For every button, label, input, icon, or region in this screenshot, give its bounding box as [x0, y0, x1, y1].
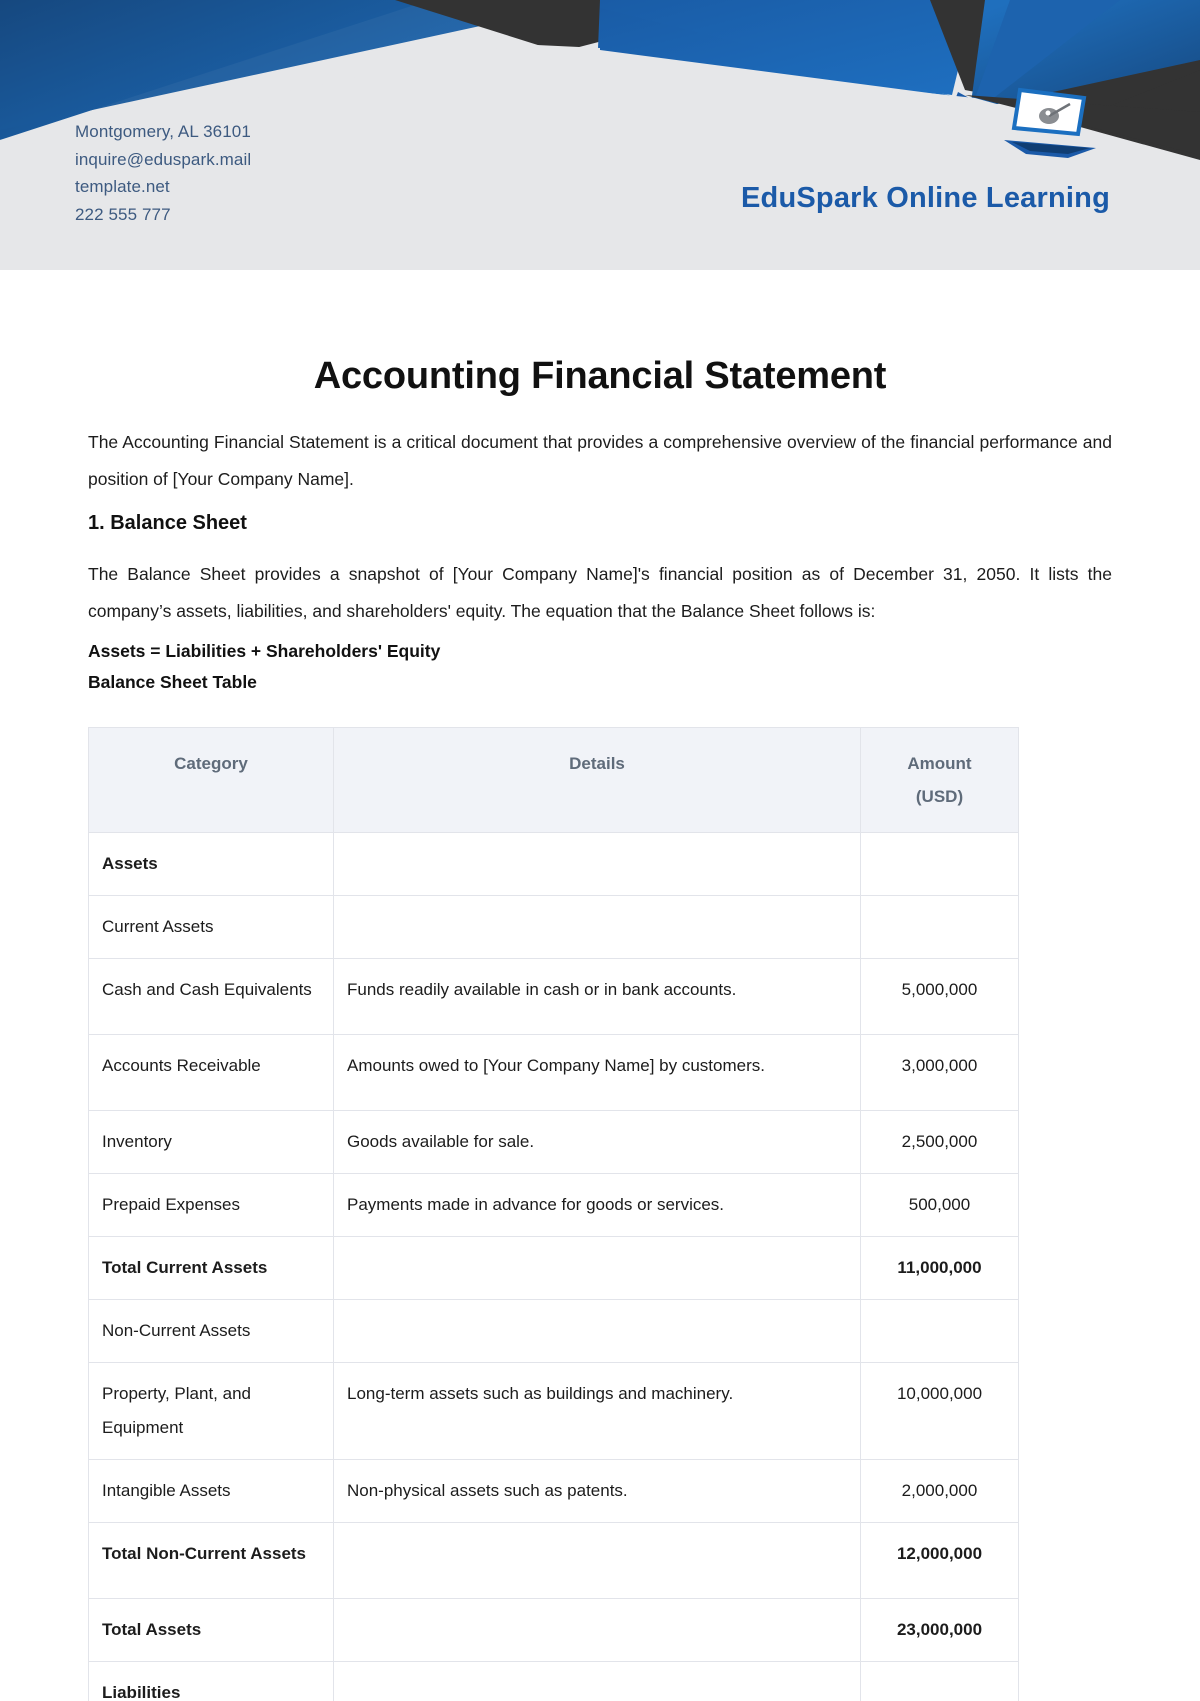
balance-sheet-table [88, 727, 1019, 1701]
cell-details: Goods available for sale. [334, 1111, 861, 1174]
cell-amount: 500,000 [861, 1174, 1019, 1237]
cell-category: Prepaid Expenses [89, 1174, 334, 1237]
table-row [89, 1174, 1019, 1237]
cell-details [334, 1599, 861, 1662]
table-row [89, 959, 1019, 1035]
cell-details [334, 1662, 861, 1701]
cell-category: Assets [89, 833, 334, 896]
column-header-category: Category [89, 728, 334, 833]
table-body [89, 833, 1019, 1701]
cell-details: Long-term assets such as buildings and machinery. [334, 1363, 861, 1460]
cell-amount [861, 896, 1019, 959]
cell-amount: 2,000,000 [861, 1460, 1019, 1523]
section-heading-balance-sheet: 1. Balance Sheet [88, 512, 247, 534]
column-header-details: Details [334, 728, 861, 833]
table-caption: Balance Sheet Table [88, 672, 257, 692]
cell-category: Inventory [89, 1111, 334, 1174]
cell-amount [861, 833, 1019, 896]
cell-amount [861, 1662, 1019, 1701]
cell-details [334, 896, 861, 959]
table-row [89, 1300, 1019, 1363]
table-row [89, 1599, 1019, 1662]
column-header-amount-line1: Amount [907, 754, 972, 773]
contact-info [75, 118, 251, 228]
table-row [89, 896, 1019, 959]
cell-category: Current Assets [89, 896, 334, 959]
table-header-row [89, 728, 1019, 833]
cell-amount: 11,000,000 [861, 1237, 1019, 1300]
cell-category: Accounts Receivable [89, 1035, 334, 1111]
cell-details: Amounts owed to [Your Company Name] by customers. [334, 1035, 861, 1111]
cell-category: Total Non-Current Assets [89, 1523, 334, 1599]
table-row [89, 1111, 1019, 1174]
cell-details: Payments made in advance for goods or services. [334, 1174, 861, 1237]
column-header-amount [861, 728, 1019, 833]
cell-category: Total Current Assets [89, 1237, 334, 1300]
table-header [89, 728, 1019, 833]
table-row [89, 1460, 1019, 1523]
table-row [89, 1035, 1019, 1111]
cell-details: Funds readily available in cash or in bank accounts. [334, 959, 861, 1035]
cell-details [334, 1300, 861, 1363]
brand-name: EduSpark Online Learning [741, 182, 1110, 214]
cell-amount: 3,000,000 [861, 1035, 1019, 1111]
contact-address: Montgomery, AL 36101 [75, 122, 251, 141]
cell-details [334, 1523, 861, 1599]
cell-amount: 12,000,000 [861, 1523, 1019, 1599]
cell-details [334, 1237, 861, 1300]
cell-category: Intangible Assets [89, 1460, 334, 1523]
page-title: Accounting Financial Statement [313, 355, 887, 397]
cell-amount [861, 1300, 1019, 1363]
laptop-with-mouse-icon [992, 86, 1112, 158]
table-row [89, 1237, 1019, 1300]
cell-category: Cash and Cash Equivalents [89, 959, 334, 1035]
cell-category: Liabilities [89, 1662, 334, 1701]
cell-details [334, 833, 861, 896]
contact-phone: 222 555 777 [75, 204, 171, 224]
column-header-amount-line2: (USD) [915, 787, 964, 806]
table-row [89, 1523, 1019, 1599]
cell-amount: 23,000,000 [861, 1599, 1019, 1662]
contact-website: template.net [75, 177, 170, 196]
intro-paragraph: The Accounting Financial Statement is a critical document that provides a comprehensive overview of the financial performance and position of [Your Company Name]. [88, 432, 1112, 489]
cell-category: Total Assets [89, 1599, 334, 1662]
cell-amount: 2,500,000 [861, 1111, 1019, 1174]
cell-amount: 5,000,000 [861, 959, 1019, 1035]
document-body [0, 355, 1200, 1701]
table-row [89, 1662, 1019, 1701]
balance-sheet-equation: Assets = Liabilities + Shareholders' Equity [88, 641, 441, 661]
page-header-banner [0, 0, 1200, 270]
cell-details: Non-physical assets such as patents. [334, 1460, 861, 1523]
balance-sheet-paragraph: The Balance Sheet provides a snapshot of [Your Company Name]'s financial position as of December 31, 2050. It lists the company’s assets, liabilities, and shareholders' equity. The equation that the Balance Sheet follows is: [88, 564, 1112, 621]
contact-email: inquire@eduspark.mail [75, 149, 252, 169]
cell-category: Property, Plant, and Equipment [89, 1363, 334, 1460]
cell-amount: 10,000,000 [861, 1363, 1019, 1460]
table-row [89, 1363, 1019, 1460]
cell-category: Non-Current Assets [89, 1300, 334, 1363]
table-row [89, 833, 1019, 896]
